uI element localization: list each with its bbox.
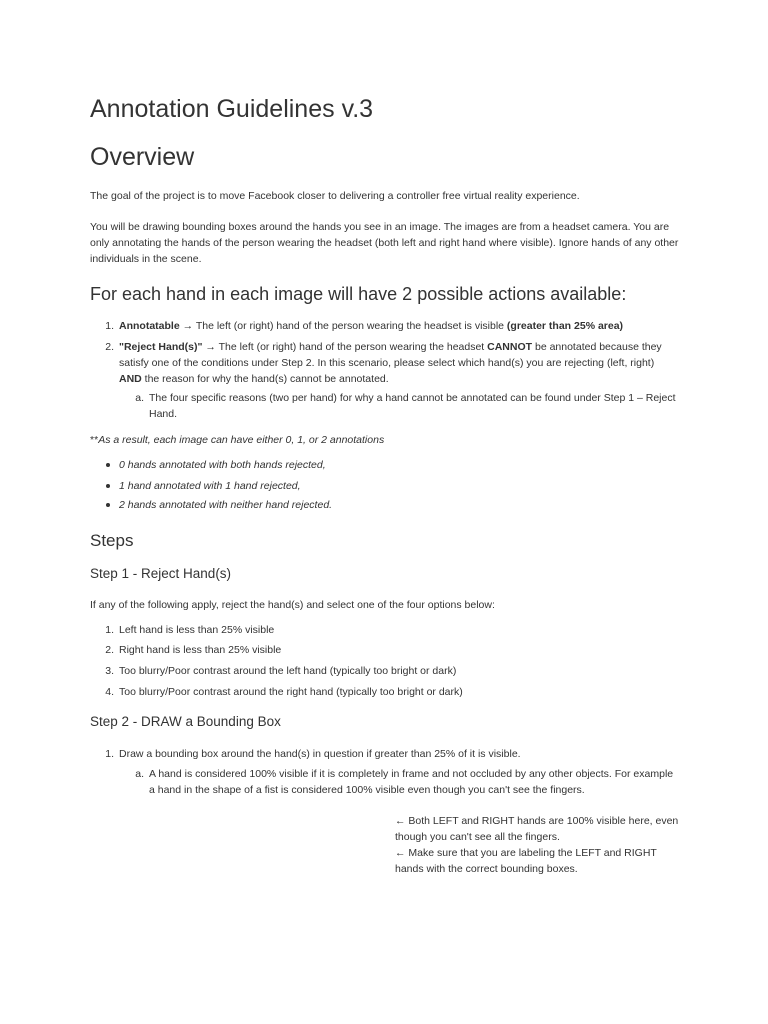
intro-paragraph-1: The goal of the project is to move Facebook closer to delivering a controller free virtual reality experience.: [90, 190, 580, 202]
result-note: **As a result, each image can have either 0, 1, or 2 annotations: [90, 434, 385, 446]
step2-note-1: ← Both LEFT and RIGHT hands are 100% visible here, even though you can't see all the fingers.: [395, 815, 679, 843]
document-title: Annotation Guidelines v.3: [90, 95, 374, 123]
actions-heading: For each hand in each image will have 2 possible actions available:: [90, 284, 627, 304]
step2-heading: Step 2 - DRAW a Bounding Box: [90, 714, 281, 729]
overview-heading: Overview: [90, 143, 195, 171]
steps-heading: Steps: [90, 531, 134, 550]
intro-paragraph-2: You will be drawing bounding boxes around the hands you see in an image. The images are from a headset camera. You are only annotating the hands of the person wearing the headset (both left and right hand where visible). Ignore hands of any other individuals in the scene.: [90, 221, 679, 265]
step1-intro: If any of the following apply, reject the hand(s) and select one of the four options below:: [90, 599, 495, 611]
step2-note-2: ← Make sure that you are labeling the LEFT and RIGHT hands with the correct bounding boxes.: [395, 847, 657, 875]
step1-heading: Step 1 - Reject Hand(s): [90, 566, 232, 581]
